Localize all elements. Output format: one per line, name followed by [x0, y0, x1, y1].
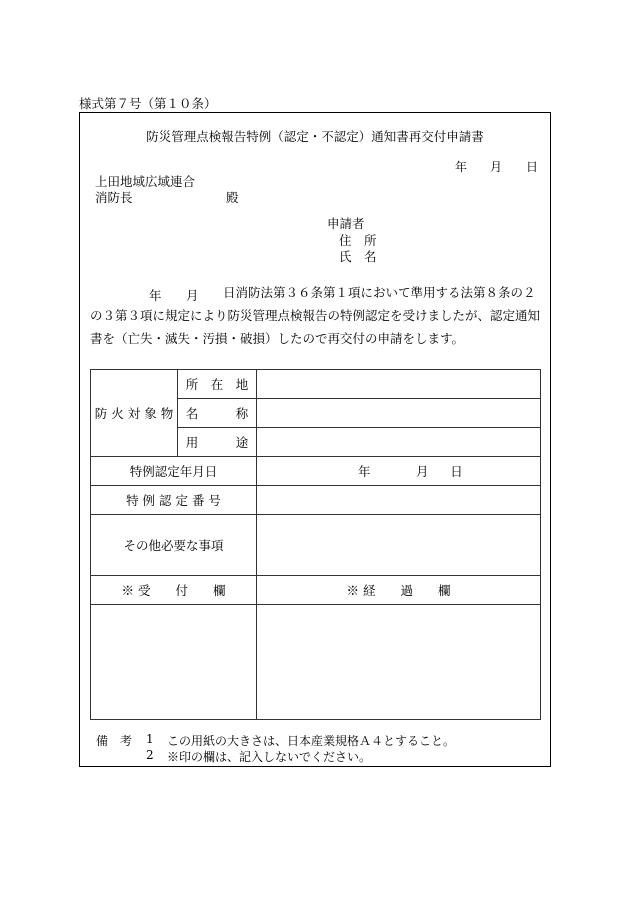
- name-field[interactable]: [257, 399, 541, 428]
- statement-month: 月: [186, 288, 199, 303]
- name-label: 名 称: [178, 399, 257, 428]
- note-1-text: この用紙の大きさは、日本産業規格Ａ４とすること。: [167, 734, 456, 748]
- cert-date-day: 日: [450, 464, 463, 479]
- location-field[interactable]: [257, 370, 541, 399]
- reception-label: ※ 受 付 欄: [91, 576, 257, 605]
- information-table: [90, 369, 541, 720]
- other-matters-field[interactable]: [257, 515, 541, 576]
- note-1-number: 1: [146, 732, 154, 746]
- location-label: 所 在 地: [178, 370, 257, 399]
- addressee-position: 消防長: [95, 190, 133, 205]
- cert-date-label: 特例認定年月日: [91, 457, 257, 486]
- other-matters-label: その他必要な事項: [91, 515, 257, 576]
- addressee-organization: 上田地域広域連合: [95, 174, 196, 189]
- reception-field[interactable]: [91, 605, 257, 720]
- fire-target-label: 防 火 対 象 物: [91, 370, 178, 457]
- statement-year: 年: [149, 288, 162, 303]
- cert-number-label: 特 例 認 定 番 号: [91, 486, 257, 515]
- use-label: 用 途: [178, 428, 257, 457]
- progress-label: ※ 経 過 欄: [257, 576, 541, 605]
- cert-date-field[interactable]: [257, 457, 541, 486]
- applicant-label: 申請者: [327, 216, 365, 231]
- form-title: 防災管理点検報告特例（認定・不認定）通知書再交付申請書: [146, 129, 484, 144]
- addressee-honorific: 殿: [226, 190, 239, 205]
- use-field[interactable]: [257, 428, 541, 457]
- note-2-number: 2: [146, 748, 154, 762]
- cert-date-year: 年: [357, 464, 371, 479]
- cert-number-field[interactable]: [257, 486, 541, 515]
- applicant-address-label: 住 所: [339, 233, 377, 248]
- statement-text: 日消防法第３６条第１項において準用する法第８条の２の３第３項に規定により防災管理点検報告の特例認定を受けましたが、認定通知書を（亡失・滅失・汚損・破損）したので再交付の申請をします。: [90, 285, 541, 346]
- note-2-text: ※印の欄は、記入しないでください。: [167, 750, 372, 764]
- form-number: 様式第７号（第１０条）: [79, 96, 217, 111]
- applicant-name-label: 氏 名: [339, 249, 377, 264]
- cert-date-month: 月: [415, 464, 429, 479]
- date-month-label: 月: [490, 160, 503, 174]
- notes-label: 備 考: [96, 734, 133, 748]
- date-year-label: 年: [455, 160, 468, 174]
- date-day-label: 日: [526, 160, 539, 174]
- progress-field[interactable]: [257, 605, 541, 720]
